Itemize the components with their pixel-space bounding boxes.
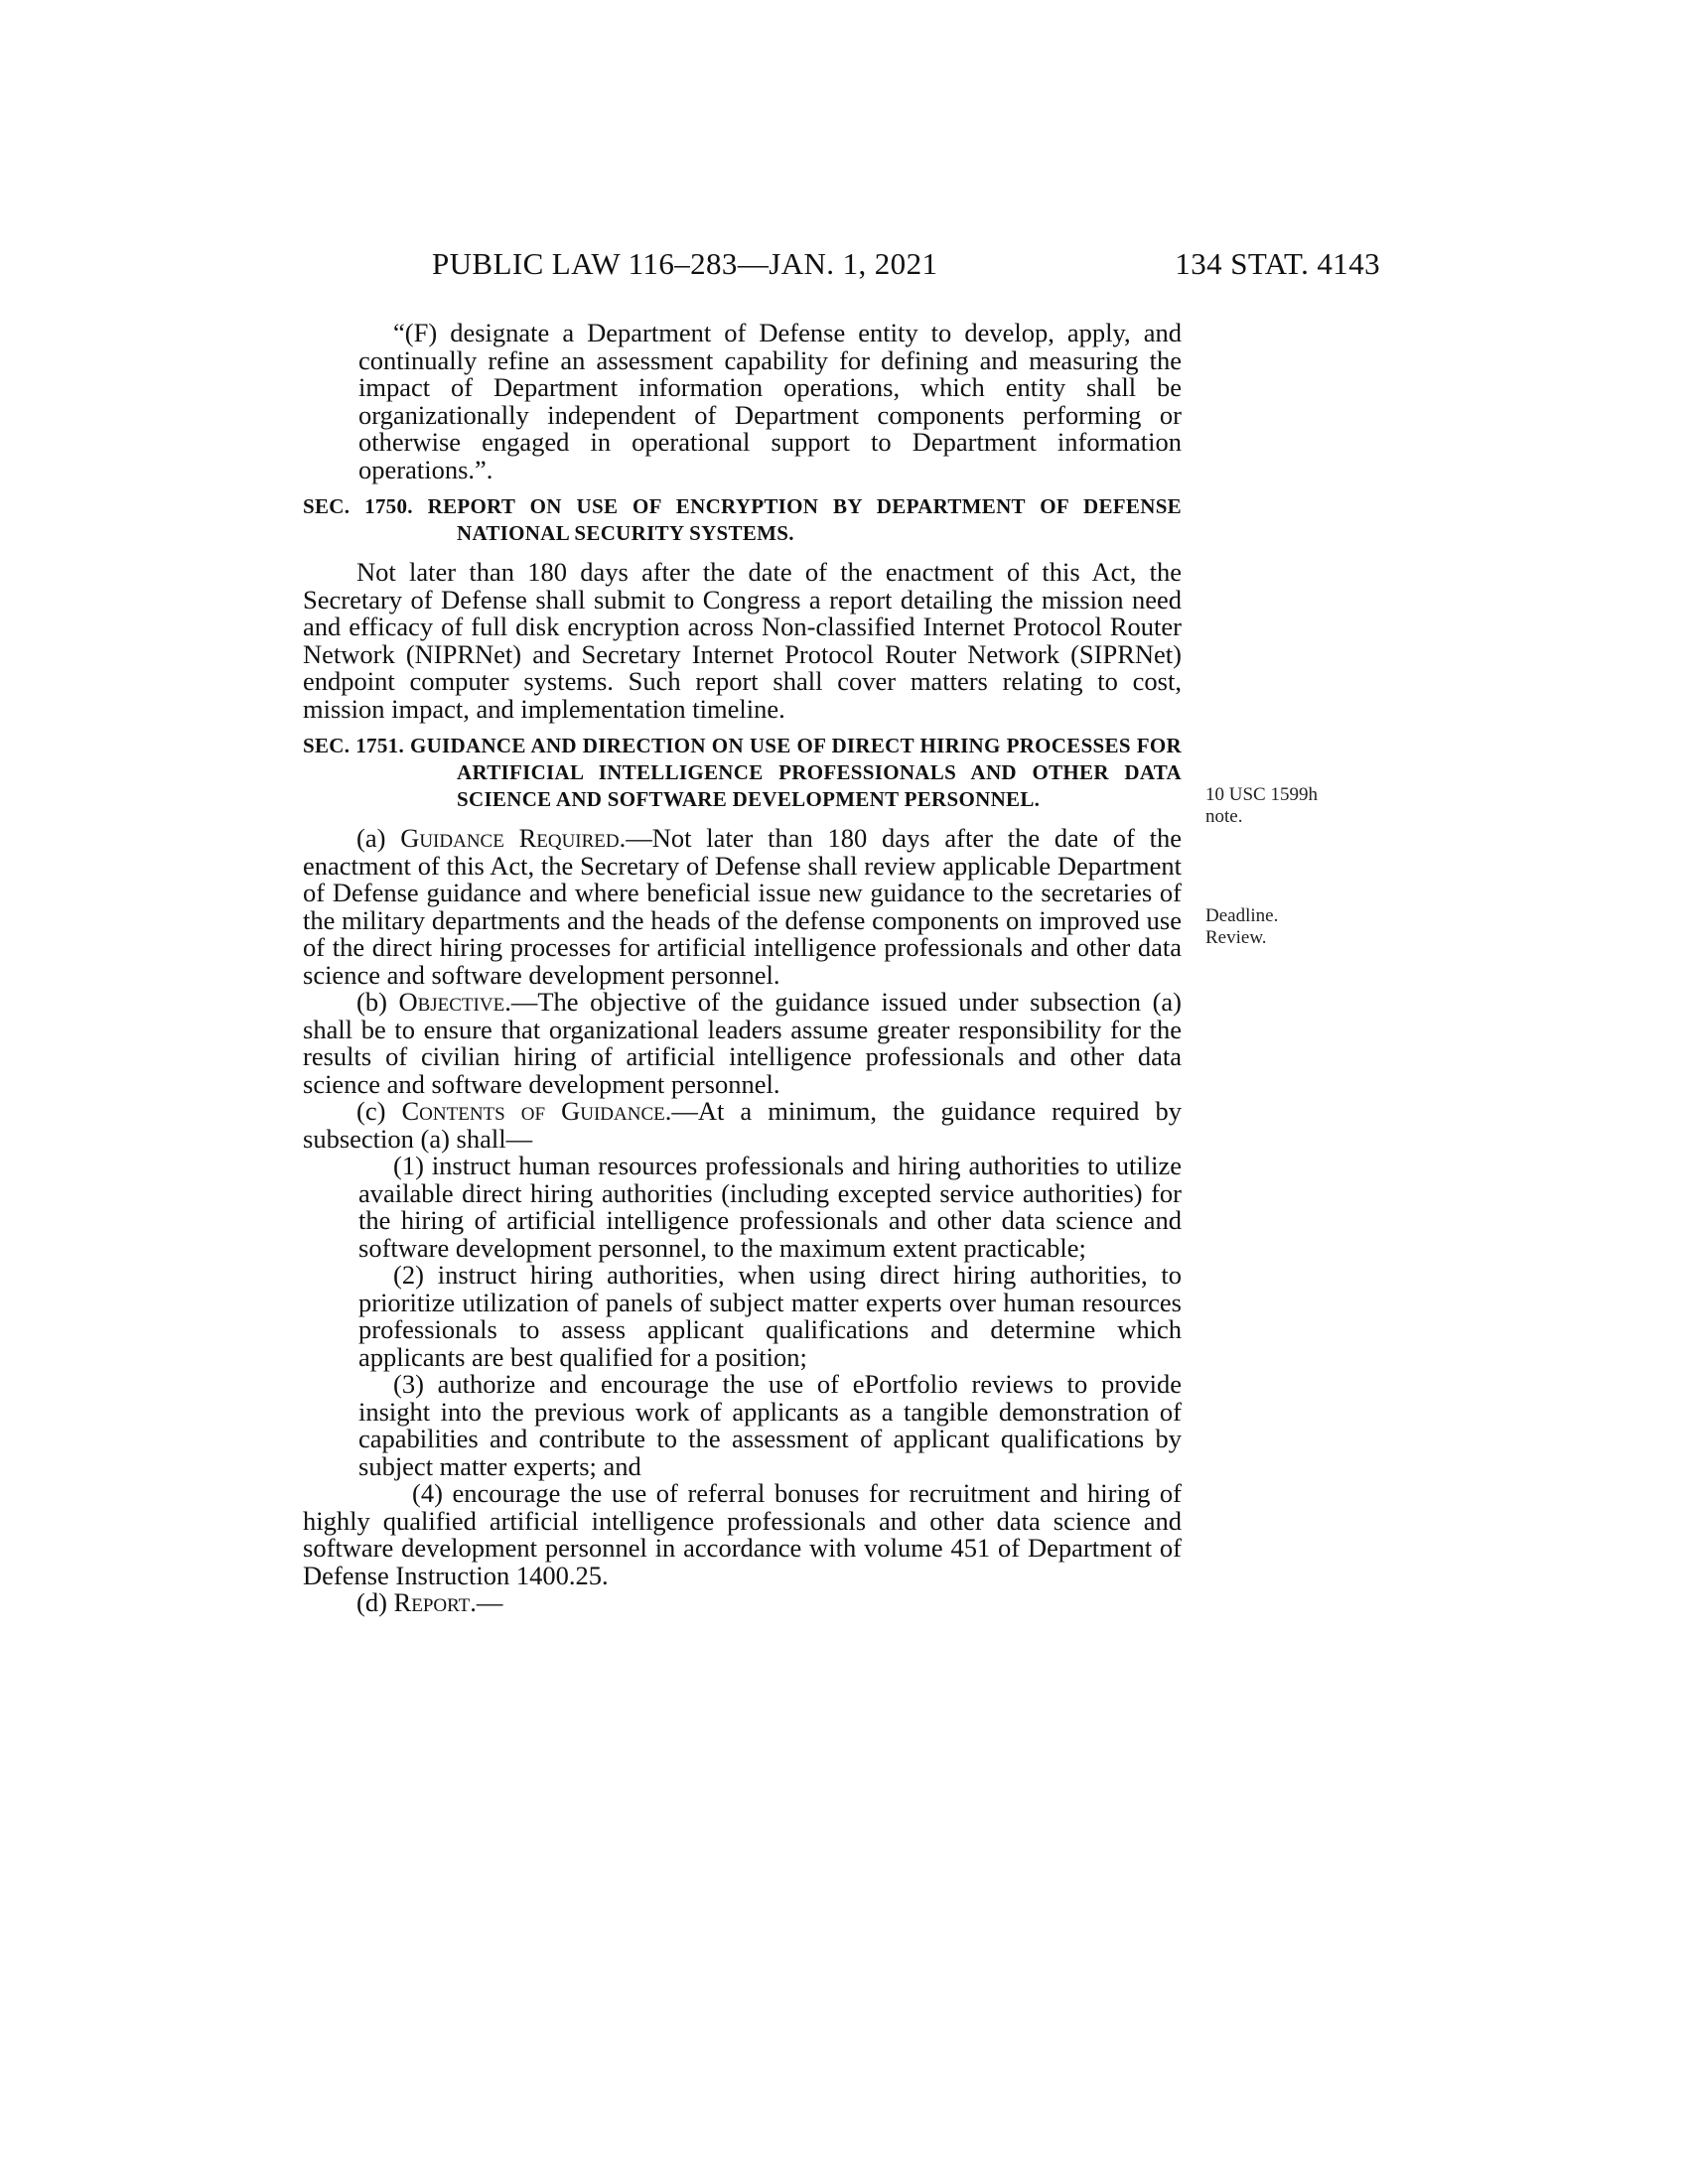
statute-page-number: 134 STAT. 4143 — [1175, 246, 1380, 281]
subsection-b — [303, 989, 1182, 1098]
subsection-c-label: (c) — [356, 1096, 402, 1126]
subparagraph-f-block — [303, 320, 1182, 483]
margin-note-deadline — [1205, 905, 1354, 949]
subsection-b-caption: Objective — [398, 987, 505, 1017]
paragraph-c4: (4) encourage the use of referral bonuses for recruitment and hiring of highly qualified artificial intelligence professionals and other data science and software development personnel in accordance with volume 451 of Department of Defense Instruction 1400.25. — [303, 1478, 1182, 1590]
section-1750-body: Not later than 180 days after the date of the enactment of this Act, the Secretary of Defense shall submit to Congress a report detailing the mission need and efficacy of full disk encryption across Non-classified Internet Protocol Router Network (NIPRNet) and Secretary Internet Protocol Router Network (SIPRNet) endpoint computer systems. Such report shall cover matters relating to cost, mission impact, and implementation timeline. — [303, 557, 1182, 724]
running-header — [298, 246, 1380, 286]
subsection-a-label: (a) — [356, 823, 401, 853]
section-1751-title: GUIDANCE AND DIRECTION ON USE OF DIRECT HIRING PROCESSES FOR ARTIFICIAL INTELLIGENCE PROFESSIONALS AND OTHER DATA SCIENCE AND SOFTWARE DEVELOPMENT PERSONNEL. — [409, 734, 1182, 811]
main-text-column — [303, 320, 1182, 1617]
paragraph-c2: (2) instruct hiring authorities, when using direct hiring authorities, to prioritize utilization of panels of subject matter experts over human resources professionals to assess applicant qualifications and determine which applicants are best qualified for a position; — [358, 1260, 1182, 1372]
subsection-a — [303, 825, 1182, 989]
margin-note-usc-line2: note. — [1205, 806, 1243, 827]
section-1751-number: SEC. 1751. — [303, 734, 404, 757]
margin-note-usc-line1: 10 USC 1599h — [1205, 784, 1318, 805]
margin-note-deadline-line1: Deadline. — [1205, 905, 1279, 926]
margin-note-usc — [1205, 784, 1354, 828]
paragraph-c1: (1) instruct human resources professionals and hiring authorities to utilize available direct hiring authorities (including excepted service authorities) for the hiring of artificial intelligence professionals and other data science and software development personnel, to the maximum extent practicable; — [358, 1151, 1182, 1263]
subsection-c-text: .—At a minimum, the guidance required by subsection (a) shall— — [303, 1096, 1182, 1154]
section-1750-number: SEC. 1750. — [303, 494, 413, 518]
section-1750-heading — [303, 493, 1182, 547]
subsection-b-label: (b) — [356, 987, 399, 1017]
subsection-d — [303, 1589, 1182, 1617]
subsection-c — [303, 1098, 1182, 1153]
subsection-a-caption: Guidance Required — [400, 823, 620, 853]
paragraph-c3: (3) authorize and encourage the use of ePortfolio reviews to provide insight into the previous work of applicants as a tangible demonstration of capabilities and contribute to the assessment of applicant qualifications by subject matter experts; and — [358, 1369, 1182, 1481]
public-law-title: PUBLIC LAW 116–283—JAN. 1, 2021 — [432, 246, 938, 281]
subsection-c-caption: Contents of Guidance — [401, 1096, 665, 1126]
subsection-b-text: .—The objective of the guidance issued under subsection (a) shall be to ensure that organizational leaders assume greater responsibility for the results of civilian hiring of artificial intelligence professionals and other data science and software development personnel. — [303, 987, 1182, 1099]
section-1751-heading — [303, 733, 1182, 813]
margin-note-deadline-line2: Review. — [1205, 927, 1267, 948]
subsection-d-caption: Report — [393, 1587, 471, 1617]
subsection-a-text: .—Not later than 180 days after the date of the enactment of this Act, the Secretary of Defense shall review applicable Department of Defense guidance and where beneficial issue new guidance to the secretaries of the military departments and the heads of the defense components on improved use of the direct hiring processes for artificial intelligence professionals and other data science and software development personnel. — [303, 823, 1182, 990]
subparagraph-f: “(F) designate a Department of Defense entity to develop, apply, and continually refine an assessment capability for defining and measuring the impact of Department information operations, which entity shall be organizationally independent of Department components performing or otherwise engaged in operational support to Department information operations.”. — [358, 318, 1182, 484]
subsection-d-label: (d) — [356, 1587, 394, 1617]
paragraphs-block — [303, 1153, 1182, 1480]
section-1750-title: REPORT ON USE OF ENCRYPTION BY DEPARTMENT OF DEFENSE NATIONAL SECURITY SYSTEMS. — [427, 494, 1182, 545]
subsection-d-text: .— — [470, 1587, 503, 1617]
